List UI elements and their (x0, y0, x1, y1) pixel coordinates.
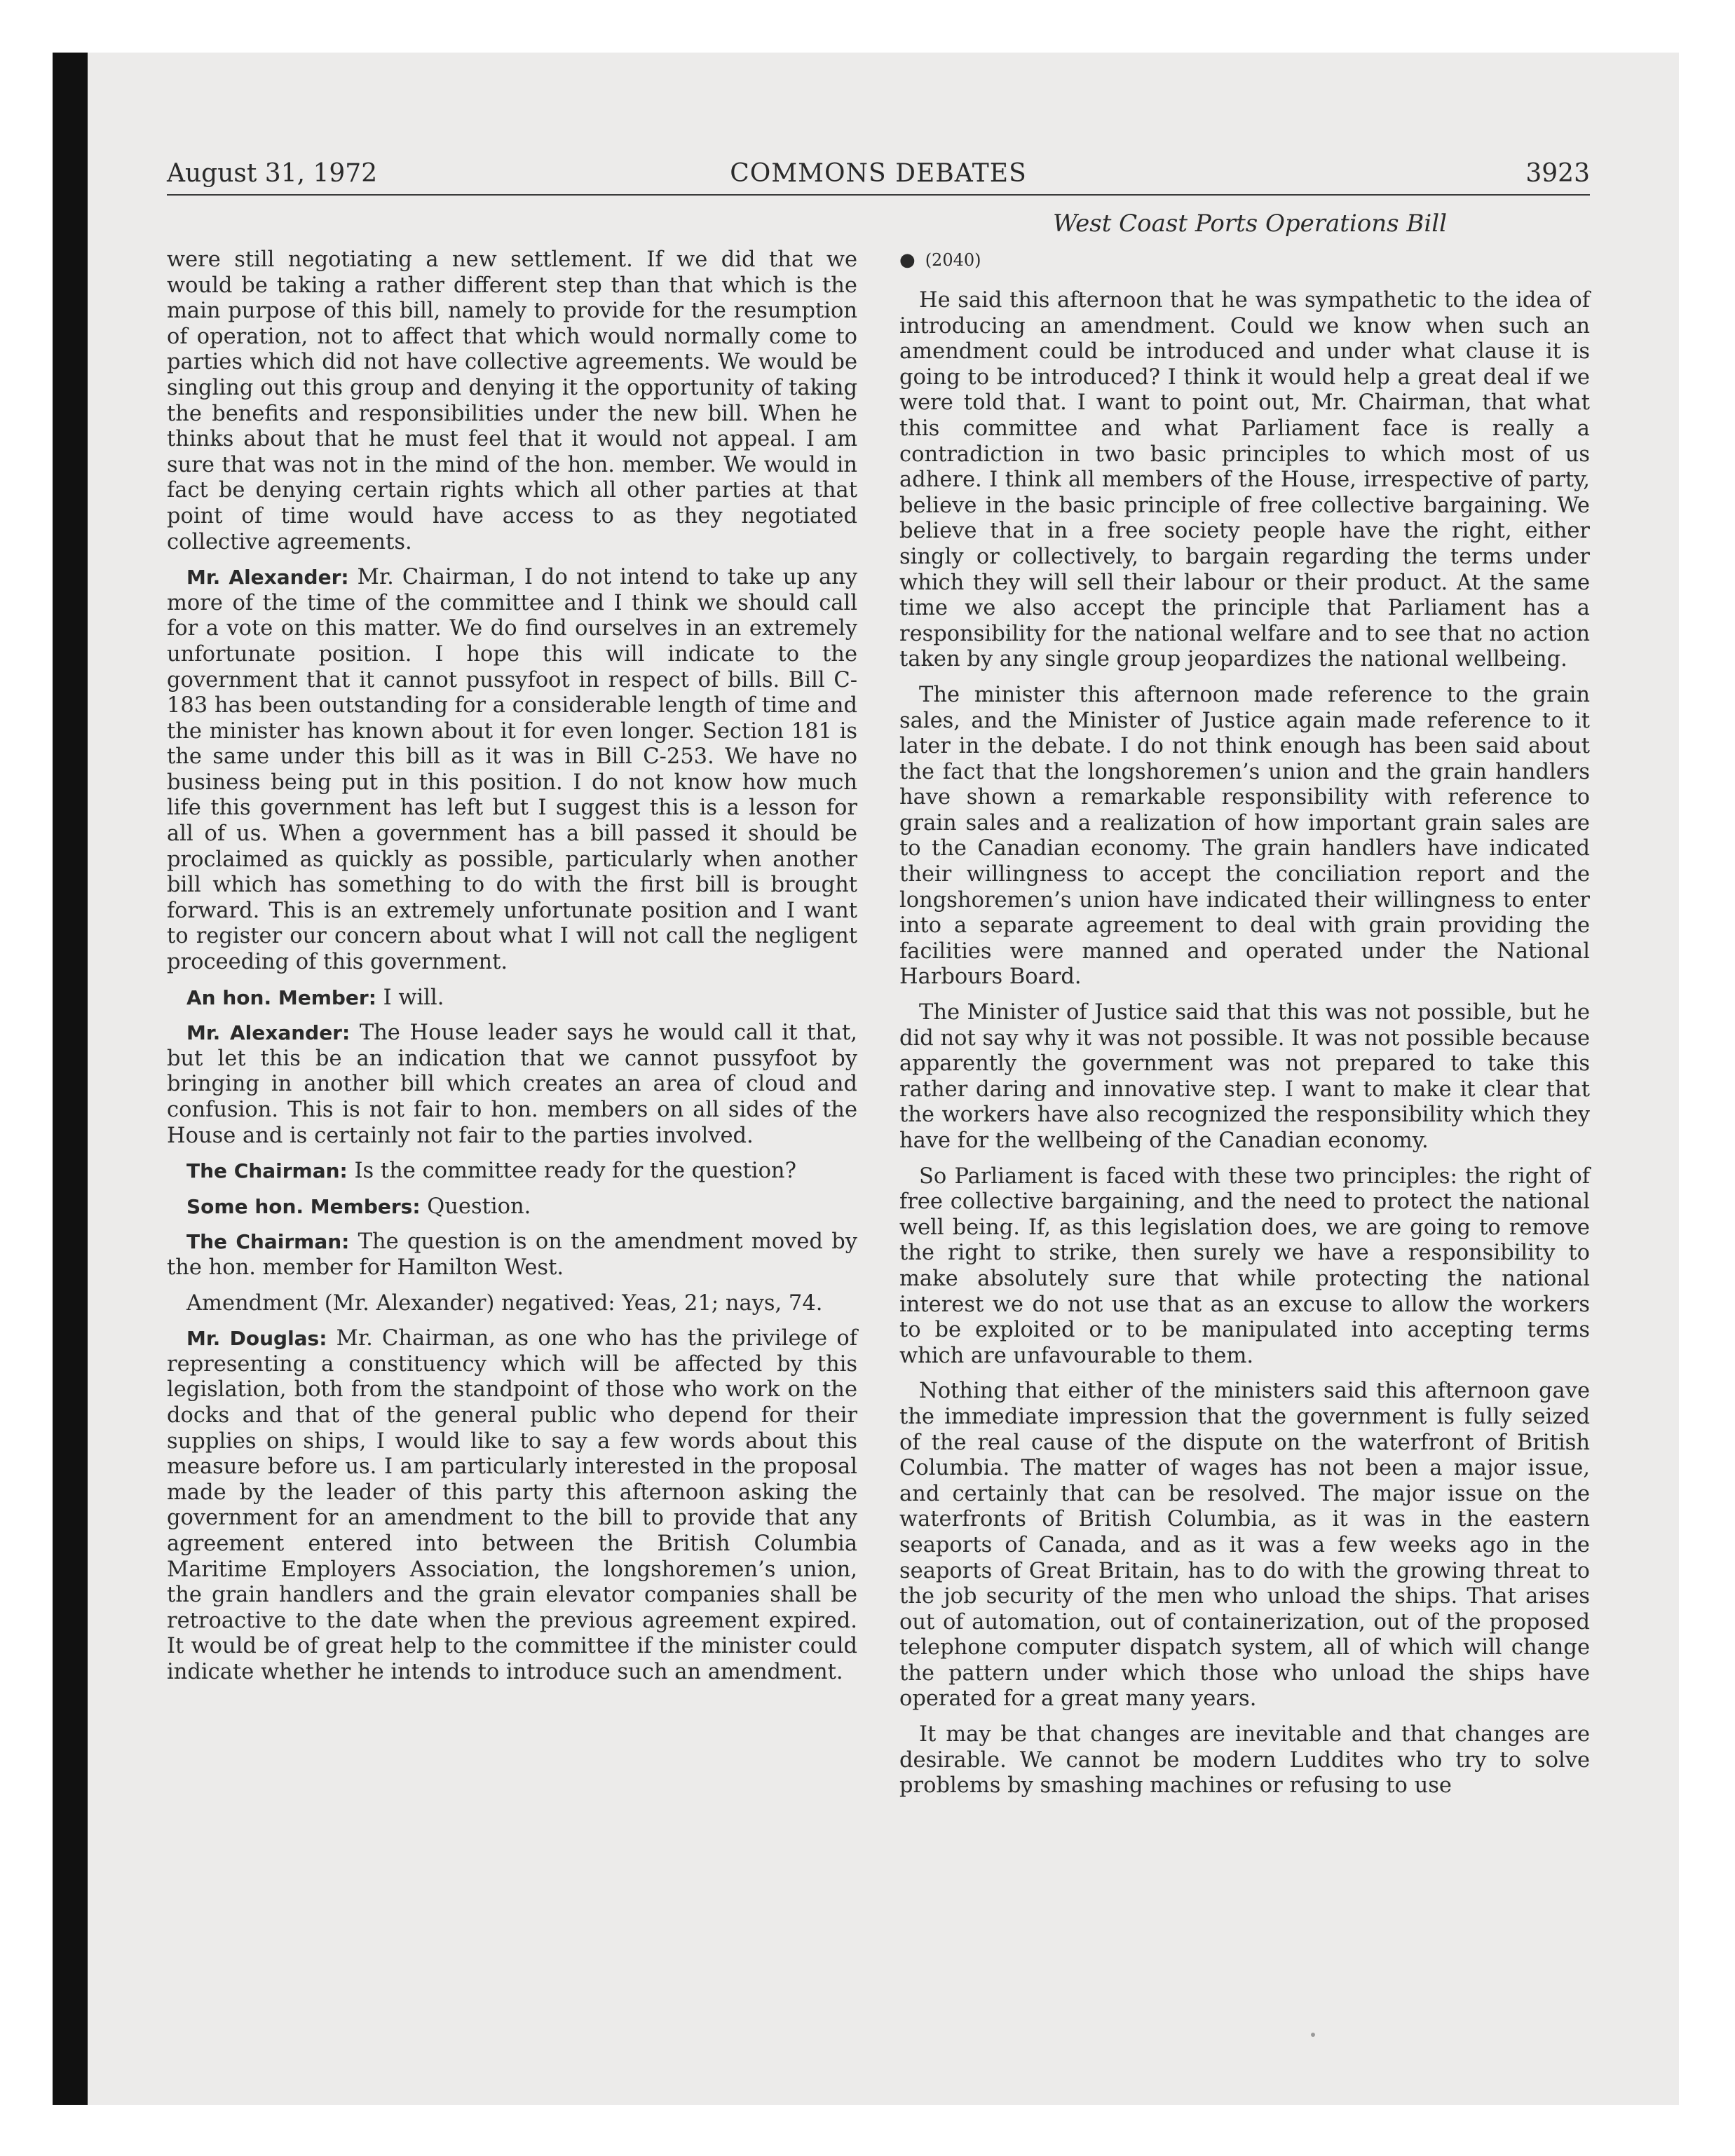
speaker-name: The Chairman: (186, 1159, 348, 1183)
speaker-name: Some hon. Members: (186, 1194, 421, 1218)
scan-speck (1311, 2033, 1315, 2037)
right-column (899, 247, 1590, 1809)
speech-paragraph (167, 1229, 857, 1281)
speaker-name: Mr. Alexander: (186, 1021, 351, 1045)
paragraph: So Parliament is faced with these two principles: the right of free collective bargaining, and the need to protect the national well being. If, as this legislation does, we are going to remove the right to strike, then surely we have a responsibility to make absolutely sure that while protecting the national interest we do not use that as an excuse to allow the workers to be exploited or to be manipulated into accepting terms which are unfavourable to them. (899, 1164, 1590, 1368)
speech-text: Question. (420, 1194, 531, 1219)
header-date: August 31, 1972 (167, 159, 378, 188)
time-marker-text: (2040) (925, 250, 981, 270)
speech-paragraph (167, 565, 857, 976)
section-title: West Coast Ports Operations Bill (1052, 210, 1448, 238)
paragraph: The Minister of Justice said that this was not possible, but he did not say why it was not possible. It was not possible because apparently the government was not prepared to take this rather daring and innovative step. I want to make it clear that the workers have also recognized the responsibility which they have for the wellbeing of the Canadian economy. (899, 1000, 1590, 1153)
speech-text: Is the committee ready for the question? (347, 1159, 796, 1184)
paragraph: Amendment (Mr. Alexander) negatived: Yeas, 21; nays, 74. (186, 1290, 823, 1316)
speech-text: The question is on the amendment moved by the hon. member for Hamilton West. (167, 1229, 857, 1280)
speech-text: The House leader says he would call it that, but let this be an indication that we cannot pussyfoot by bringing in another bill which creates an area of cloud and confusion. This is not fair to hon. members on all sides of the House and is certainly not fair to the parties involved. (167, 1021, 857, 1148)
speech-paragraph (167, 985, 857, 1011)
speech-text: Mr. Chairman, as one who has the privilege of representing a constituency which will be affected by this legislation, both from the standpoint of those who work on the docks and that of the general public who depend for their supplies on ships, I would like to say a few words about this measure before us. I am particularly interested in the proposal made by the leader of this party this afternoon asking the government for an amendment to the bill to provide that any agreement entered into between the British Columbia Maritime Employers Association, the longshoremen’s union, the grain handlers and the grain elevator companies shall be retroactive to the date when the previous agreement expired. It would be of great help to the committee if the minister could indicate whether he intends to introduce such an amendment. (167, 1326, 857, 1684)
speech-paragraph (167, 1194, 857, 1220)
speech-paragraph (167, 1159, 857, 1185)
speaker-name: The Chairman: (186, 1230, 350, 1254)
speaker-name: Mr. Alexander: (186, 566, 349, 589)
document-page (167, 158, 1590, 1994)
speaker-name: An hon. Member: (186, 985, 376, 1009)
speech-paragraph (167, 1326, 857, 1685)
time-marker (899, 247, 1590, 273)
running-header (167, 158, 1590, 196)
paragraph: were still negotiating a new settlement. If we did that we would be taking a rather different step than that which is the main purpose of this bill, namely to provide for the resumption of operation, not to affect that which would normally come to parties which did not have collective agreements. We would be singling out this group and denying it the opportunity of taking the benefits and responsibilities under the new bill. When he thinks about that he must feel that it would not appeal. I am sure that was not in the mind of the hon. member. We would in fact be denying certain rights which all other parties at that point of time would have access to as they negotiated collective agreements. (167, 247, 857, 554)
paragraph: The minister this afternoon made reference to the grain sales, and the Minister of Justice again made reference to it later in the debate. I do not think enough has been said about the fact that the longshoremen’s union and the grain handlers have shown a remarkable responsibility with reference to grain sales and a realization of how important grain sales are to the Canadian economy. The grain handlers have indicated their willingness to accept the conciliation report and the longshoremen’s union have indicated their willingness to enter into a separate agreement to deal with grain providing the facilities were manned and operated under the National Harbours Board. (899, 682, 1590, 990)
binding-edge (53, 53, 88, 2105)
left-column (167, 247, 857, 1695)
paragraph: It may be that changes are inevitable and that changes are desirable. We cannot be modern Luddites who try to solve problems by smashing machines or refusing to use (899, 1722, 1590, 1799)
header-page-number: 3923 (1525, 159, 1590, 188)
speaker-name: Mr. Douglas: (186, 1327, 327, 1351)
paragraph: Nothing that either of the ministers said this afternoon gave the immediate impression that the government is fully seized of the real cause of the dispute on the waterfront of British Columbia. The matter of wages has not been a major issue, and certainly that can be resolved. The major issue on the waterfronts of British Columbia, as it was in the eastern seaports of Canada, and as it was a few weeks ago in the seaports of Great Britain, has to do with the growing threat to the job security of the men who unload the ships. That arises out of automation, out of containerization, out of the proposed telephone computer dispatch system, all of which will change the pattern under which those who unload the ships have operated for a great many years. (899, 1379, 1590, 1712)
bullet-icon: ● (899, 250, 916, 271)
speech-text: I will. (376, 985, 444, 1010)
speech-text: Mr. Chairman, I do not intend to take up any more of the time of the committee and I think we should call for a vote on this matter. We do find ourselves in an extremely unfortunate position. I hope this will indicate to the government that it cannot pussyfoot in respect of bills. Bill C-183 has been outstanding for a considerable length of time and the minister has known about it for even longer. Section 181 is the same under this bill as it was in Bill C-253. We have no business being put in this position. I do not know how much life this government has left but I suggest this is a lesson for all of us. When a government has a bill passed it should be proclaimed as quickly as possible, particularly when another bill which has something to do with the first bill is brought forward. This is an extremely unfortunate position and I want to register our concern about what I will not call the negligent proceeding of this government. (167, 565, 858, 975)
speech-paragraph (167, 1021, 857, 1149)
paragraph: He said this afternoon that he was sympathetic to the idea of introducing an amendment. Could we know when such an amendment could be introduced and under what clause it is going to be introduced? I think it would help a great deal if we were told that. I want to point out, Mr. Chairman, that what this committee and what Parliament face is really a contradiction in two basic principles to which most of us adhere. I think all members of the House, irrespective of party, believe in the basic principle of free collective bargaining. We believe that in a free society people have the right, either singly or collectively, to bargain regarding the terms under which they will sell their labour or their product. At the same time we also accept the principle that Parliament has a responsibility for the national welfare and to see that no action taken by any single group jeopardizes the national wellbeing. (899, 288, 1590, 672)
header-publication: COMMONS DEBATES (730, 159, 1027, 188)
